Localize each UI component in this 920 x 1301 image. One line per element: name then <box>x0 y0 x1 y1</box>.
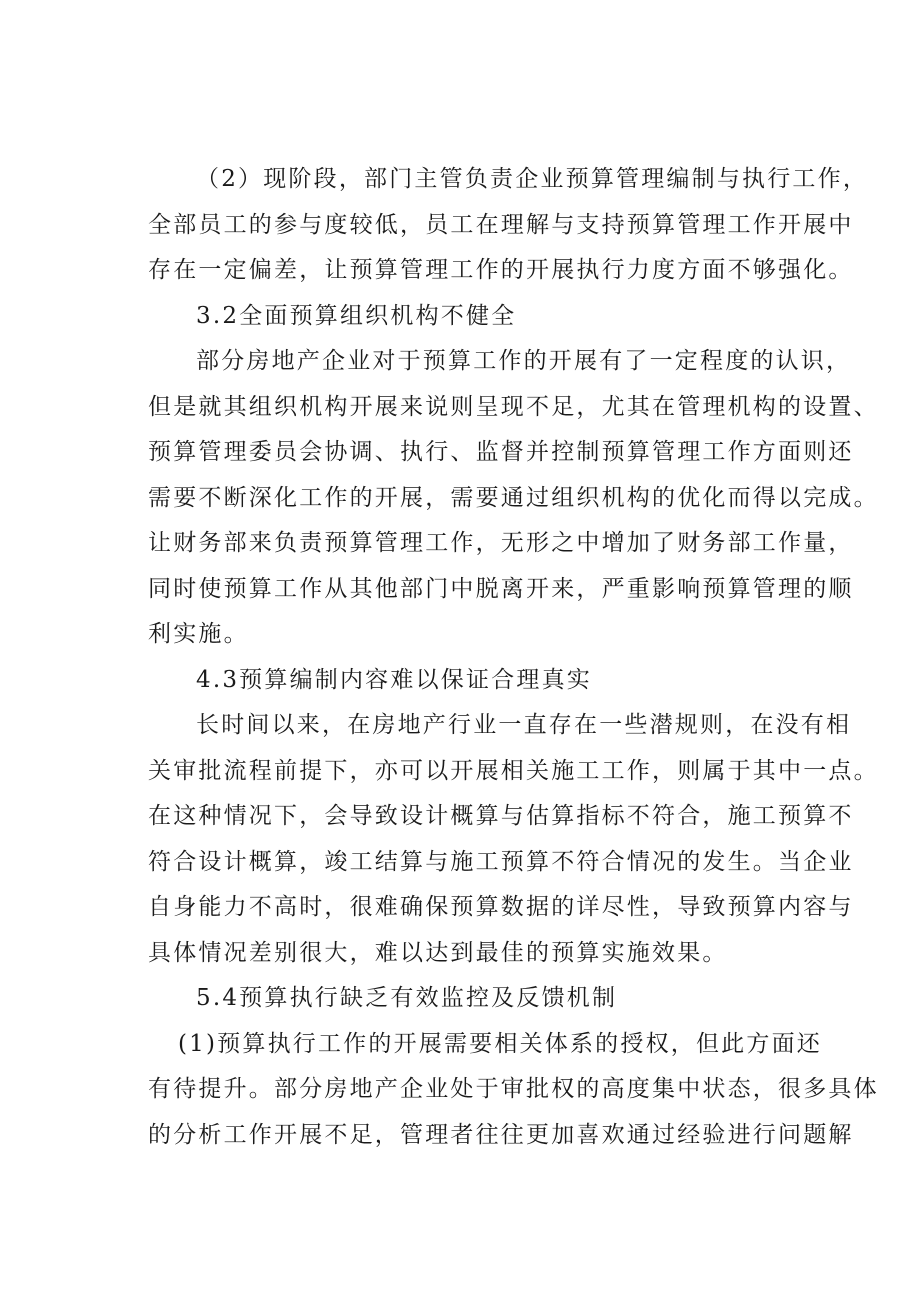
paragraph-line: 预算管理委员会协调、执行、监督并控制预算管理工作方面则还 <box>148 439 854 465</box>
paragraph-line: 有待提升。部分房地产企业处于审批权的高度集中状态，很多具体 <box>148 1076 879 1102</box>
paragraph-line: 存在一定偏差，让预算管理工作的开展执行力度方面不够强化。 <box>148 257 854 283</box>
paragraph-line: （2）现阶段，部门主管负责企业预算管理编制与执行工作， <box>196 166 869 192</box>
section-heading: 3.2全面预算组织机构不健全 <box>196 303 517 329</box>
paragraph-line: 在这种情况下，会导致设计概算与估算指标不符合，施工预算不 <box>148 803 854 829</box>
paragraph-line: 但是就其组织机构开展来说则呈现不足，尤其在管理机构的设置、 <box>148 394 879 420</box>
section-heading: 4.3预算编制内容难以保证合理真实 <box>196 667 592 693</box>
paragraph-line: 利实施。 <box>148 621 249 647</box>
paragraph-line: 部分房地产企业对于预算工作的开展有了一定程度的认识， <box>196 348 852 374</box>
paragraph-line: 同时使预算工作从其他部门中脱离开来，严重影响预算管理的顺 <box>148 576 854 602</box>
paragraph-line: 长时间以来，在房地产行业一直存在一些潜规则，在没有相 <box>196 712 852 738</box>
paragraph-line: 让财务部来负责预算管理工作，无形之中增加了财务部工作量， <box>148 530 854 556</box>
paragraph-line: 自身能力不高时，很难确保预算数据的详尽性，导致预算内容与 <box>148 894 854 920</box>
paragraph-line: 具体情况差别很大，难以达到最佳的预算实施效果。 <box>148 940 728 966</box>
section-heading: 5.4预算执行缺乏有效监控及反馈机制 <box>196 985 618 1011</box>
paragraph-line: 的分析工作开展不足，管理者往往更加喜欢通过经验进行问题解 <box>148 1122 854 1148</box>
paragraph-line: 关审批流程前提下，亦可以开展相关施工工作，则属于其中一点。 <box>148 758 879 784</box>
paragraph-line: (1)预算执行工作的开展需要相关体系的授权，但此方面还 <box>178 1031 822 1057</box>
paragraph-line: 需要不断深化工作的开展，需要通过组织机构的优化而得以完成。 <box>148 485 879 511</box>
paragraph-line: 全部员工的参与度较低，员工在理解与支持预算管理工作开展中 <box>148 212 854 238</box>
paragraph-line: 符合设计概算，竣工结算与施工预算不符合情况的发生。当企业 <box>148 849 854 875</box>
